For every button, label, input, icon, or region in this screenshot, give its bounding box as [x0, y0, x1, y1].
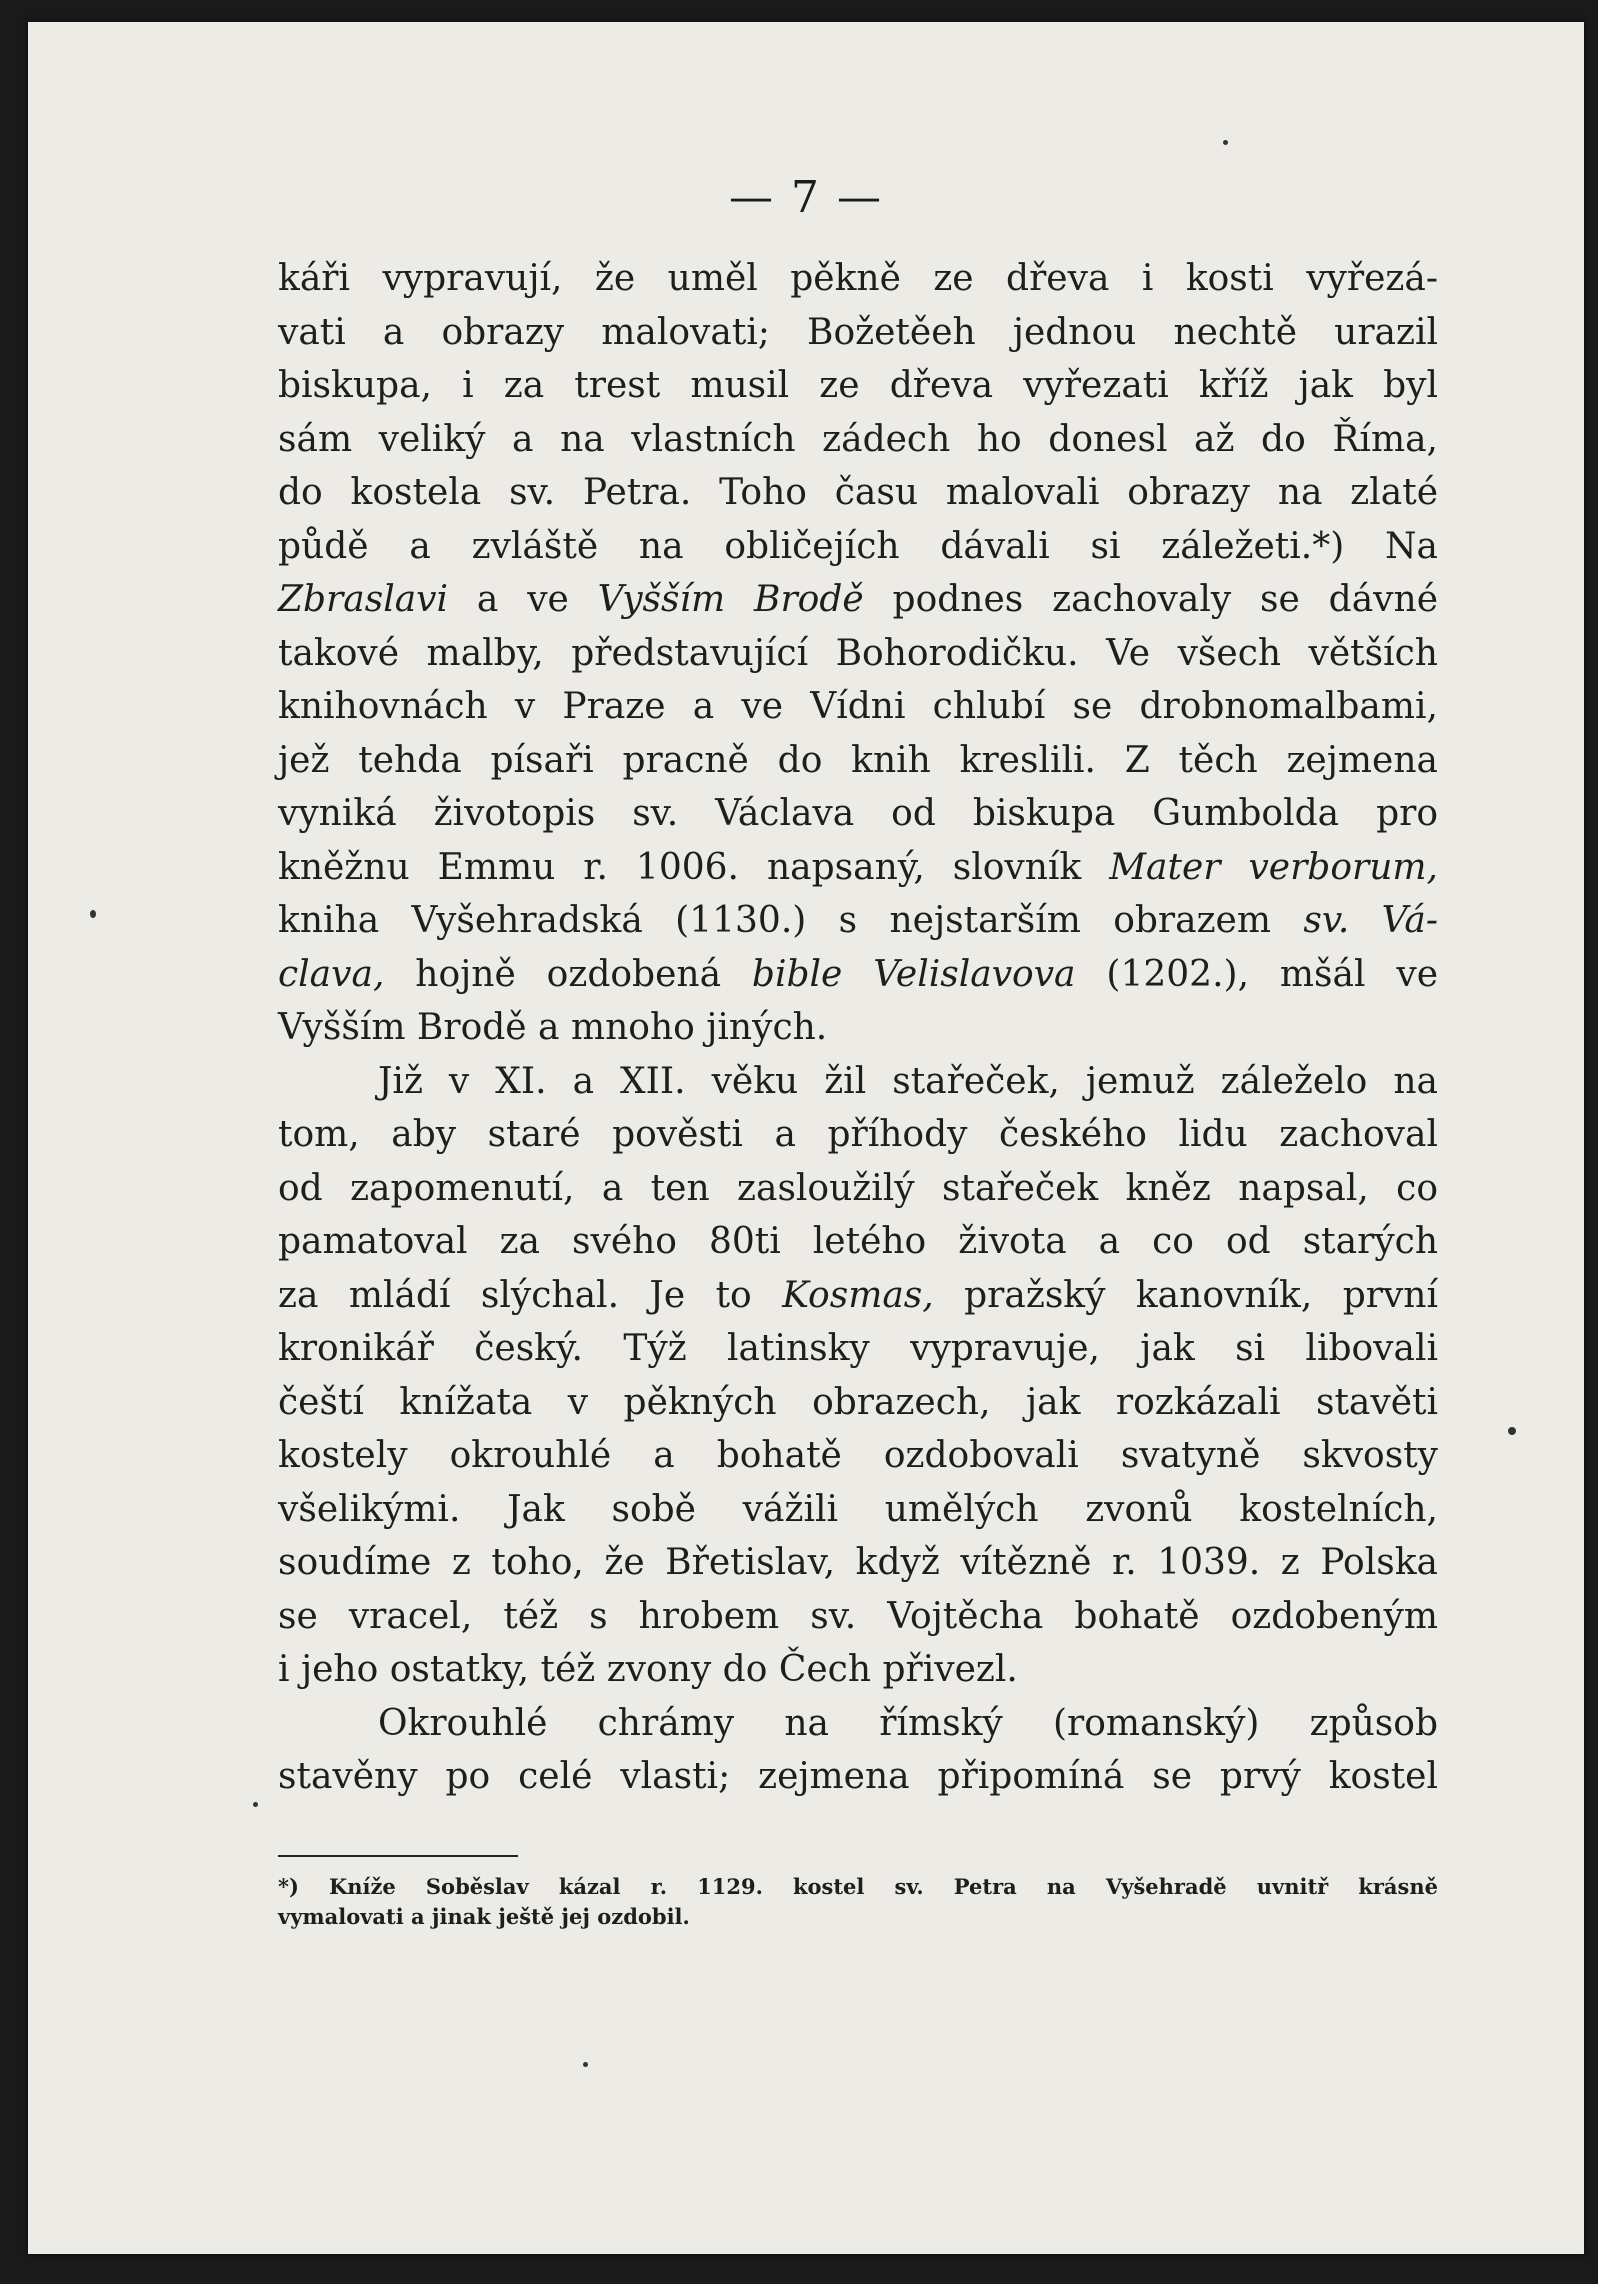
paper-speck	[1223, 140, 1228, 145]
text-run: jež tehda písaři pracně do knih kreslili. Z těch zejmena	[278, 739, 1438, 781]
text-run: pražský kanovník, první	[933, 1274, 1438, 1316]
text-run: tom, aby staré pověsti a příhody českého lidu zachoval	[278, 1114, 1438, 1155]
text-run: biskupa, i za trest musil ze dřeva vyřezati kříž jak byl	[278, 365, 1438, 406]
italic-text: Kosmas,	[782, 1274, 934, 1316]
text-line	[278, 734, 1438, 788]
text-line	[278, 520, 1438, 574]
text-line	[278, 306, 1438, 360]
text-run: Již v XI. a XII. věku žil stařeček, jemuž záleželo na	[378, 1060, 1438, 1102]
text-line	[278, 1376, 1438, 1430]
text-run: kostely okrouhlé a bohatě ozdobovali svatyně skvosty	[278, 1435, 1438, 1476]
text-run: do kostela sv. Petra. Toho času malovali obrazy na zlaté	[278, 472, 1438, 513]
text-line	[278, 787, 1438, 841]
italic-text: Vyšším Brodě	[597, 579, 864, 620]
text-run: i jeho ostatky, též zvony do Čech přivezl.	[278, 1649, 1018, 1690]
text-run: Vyšším Brodě a mnoho jiných.	[278, 1007, 828, 1048]
text-line	[278, 1162, 1438, 1216]
text-line	[278, 948, 1438, 1002]
paper-speck	[90, 910, 96, 918]
text-run: sám veliký a na vlastních zádech ho donesl až do Říma,	[278, 418, 1438, 460]
paper-speck	[1508, 1427, 1516, 1435]
paper-speck	[253, 1802, 258, 1807]
text-run: soudíme z toho, že Břetislav, když vítězně r. 1039. z Polska	[278, 1542, 1438, 1583]
text-run: za mládí slýchal. Je to	[278, 1274, 783, 1316]
text-line	[278, 1001, 1438, 1055]
text-line	[278, 1055, 1438, 1109]
text-line	[278, 573, 1438, 627]
italic-text: clava,	[278, 953, 385, 995]
footnote-rule	[278, 1855, 518, 1857]
text-run: stavěny po celé vlasti; zejmena připomíná se prvý kostel	[278, 1756, 1438, 1797]
footnote-line: vymalovati a jinak ještě jej ozdobil.	[278, 1904, 690, 1929]
text-run: podnes zachovaly se dávné	[863, 579, 1438, 620]
text-line	[278, 1536, 1438, 1590]
text-line	[278, 1483, 1438, 1537]
text-line	[278, 1750, 1438, 1804]
text-run: a ve	[448, 579, 598, 620]
text-line	[278, 1322, 1438, 1376]
text-line	[278, 1429, 1438, 1483]
text-line	[278, 680, 1438, 734]
italic-text: Zbraslavi	[278, 579, 449, 620]
text-run: knihovnách v Praze a ve Vídni chlubí se drobnomalbami,	[278, 686, 1438, 727]
body-text	[278, 252, 1438, 1804]
text-run: Okrouhlé chrámy na římský (romanský) způsob	[378, 1702, 1438, 1744]
book-page	[28, 22, 1584, 2254]
page-number: — 7 —	[729, 172, 883, 223]
paper-speck	[583, 2062, 588, 2067]
text-line	[278, 252, 1438, 306]
text-line	[278, 1697, 1438, 1751]
footnote-line: *) Kníže Soběslav kázal r. 1129. kostel sv. Petra na Vyšehradě uvnitř krásně	[278, 1874, 1438, 1899]
text-run: všelikými. Jak sobě vážili umělých zvonů kostelních,	[278, 1488, 1438, 1530]
text-line	[278, 1590, 1438, 1644]
text-line	[278, 466, 1438, 520]
text-run: takové malby, představující Bohorodičku. Ve všech větších	[278, 632, 1438, 674]
text-run: se vracel, též s hrobem sv. Vojtěcha bohatě ozdobeným	[278, 1595, 1438, 1637]
italic-text: sv. Vá-	[1303, 900, 1439, 941]
text-run: pamatoval za svého 80ti letého života a co od starých	[278, 1221, 1438, 1262]
text-line	[278, 1108, 1438, 1162]
text-line	[278, 1269, 1438, 1323]
text-line	[278, 359, 1438, 413]
text-run: (1202.), mšál ve	[1075, 953, 1439, 995]
italic-text: Mater verborum,	[1109, 846, 1438, 888]
text-line	[278, 894, 1438, 948]
text-line	[278, 413, 1438, 467]
italic-text: bible Velislavova	[751, 953, 1076, 995]
text-run: káři vypravují, že uměl pěkně ze dřeva i kosti vyřezá-	[278, 258, 1438, 299]
text-run: hojně ozdobená	[384, 953, 752, 995]
text-line	[278, 627, 1438, 681]
text-run: od zapomenutí, a ten zasloužilý stařeček kněz napsal, co	[278, 1167, 1438, 1209]
text-run: kněžnu Emmu r. 1006. napsaný, slovník	[278, 846, 1110, 888]
text-line	[278, 1643, 1438, 1697]
text-line	[278, 841, 1438, 895]
text-run: kniha Vyšehradská (1130.) s nejstarším obrazem	[278, 900, 1304, 941]
text-line	[278, 1215, 1438, 1269]
text-run: kronikář český. Týž latinsky vypravuje, jak si libovali	[278, 1328, 1438, 1369]
text-run: vati a obrazy malovati; Božetěeh jednou nechtě urazil	[278, 311, 1438, 353]
text-run: půdě a zvláště na obličejích dávali si záležeti.*) Na	[278, 525, 1438, 567]
text-run: vyniká životopis sv. Václava od biskupa Gumbolda pro	[278, 793, 1438, 834]
text-run: čeští knížata v pěkných obrazech, jak rozkázali stavěti	[278, 1381, 1438, 1423]
footnote	[278, 1872, 1438, 1932]
